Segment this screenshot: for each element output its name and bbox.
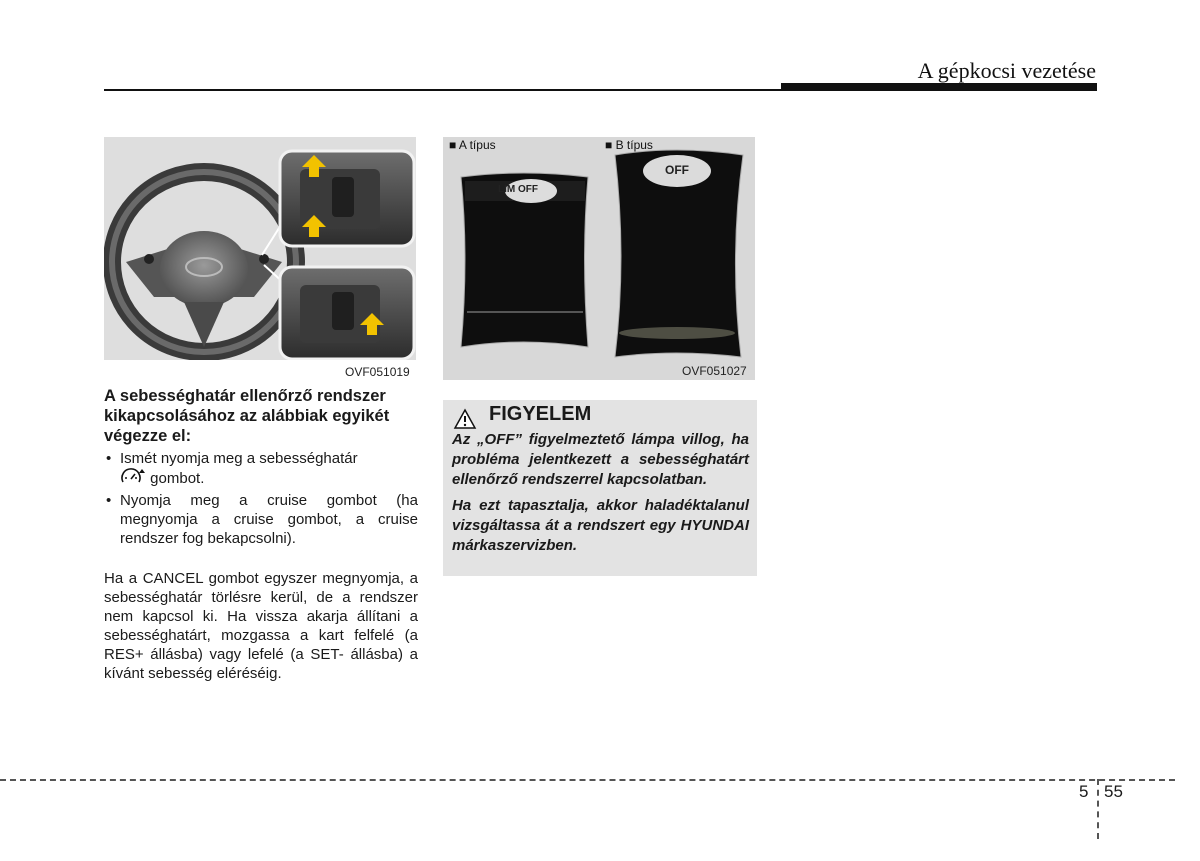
- bullet-text: Nyomja meg a cruise gombot (ha megnyomja a cruise gombot, a cruise rendszer fog bekapcsolni).: [120, 492, 418, 547]
- footer-divider: [1097, 779, 1099, 839]
- warning-paragraph: Az „OFF” figyelmeztető lámpa villog, ha probléma jelentkezett a sebességhatárt ellenőrző rendszerrel kapcsolatban.: [452, 431, 749, 488]
- steering-wheel-illustration: [104, 137, 416, 360]
- body-paragraph: Ha a CANCEL gombot egyszer megnyomja, a sebességhatár törlésre kerül, de a rendszer nem kapcsol ki. Ha vissza akarja állítani a sebességhatárt, mozgassa a kart felfelé (a RES+ állásba) vagy lefelé (a SET- állásba) a kívánt sebesség eléréséig.: [104, 570, 418, 682]
- section-number: 5: [1079, 782, 1089, 801]
- page-header-title: A gépkocsi vezetése: [917, 58, 1096, 83]
- warning-box: [443, 400, 757, 576]
- lim-off-indicator: LIM OFF: [498, 184, 538, 195]
- warning-triangle-icon: [453, 408, 477, 430]
- warning-paragraph: Ha ezt tapasztalja, akkor haladéktalanul vizsgáltassa át a rendszert egy HYUNDAI márkaszervizben.: [452, 497, 749, 554]
- warning-body: [452, 430, 749, 562]
- steering-wheel-figure: [104, 137, 416, 360]
- list-item: [104, 449, 418, 488]
- section-heading: A sebességhatár ellenőrző rendszer kikapcsolásához az alábbiak egyikét végezze el:: [104, 387, 390, 445]
- footer-rule: [0, 779, 1175, 781]
- speed-limiter-icon: [120, 468, 146, 486]
- bullet-text: Ismét nyomja meg a sebességhatár: [120, 450, 358, 467]
- type-b-label: ■ B típus: [605, 138, 653, 152]
- type-a-label: ■ A típus: [449, 138, 496, 152]
- warning-title: FIGYELEM: [489, 403, 592, 425]
- bullet-text-suffix: gombot.: [146, 470, 205, 487]
- list-item: [104, 491, 418, 548]
- display-illustrations: [443, 137, 755, 380]
- bullet-list: [104, 449, 418, 551]
- figure-caption: OVF051027: [682, 364, 747, 378]
- page-number: 55: [1104, 782, 1123, 801]
- off-indicator: OFF: [665, 163, 689, 177]
- figure-caption: OVF051019: [345, 365, 410, 379]
- header-rule-accent: [781, 83, 1097, 91]
- cluster-display-figure: [443, 137, 755, 380]
